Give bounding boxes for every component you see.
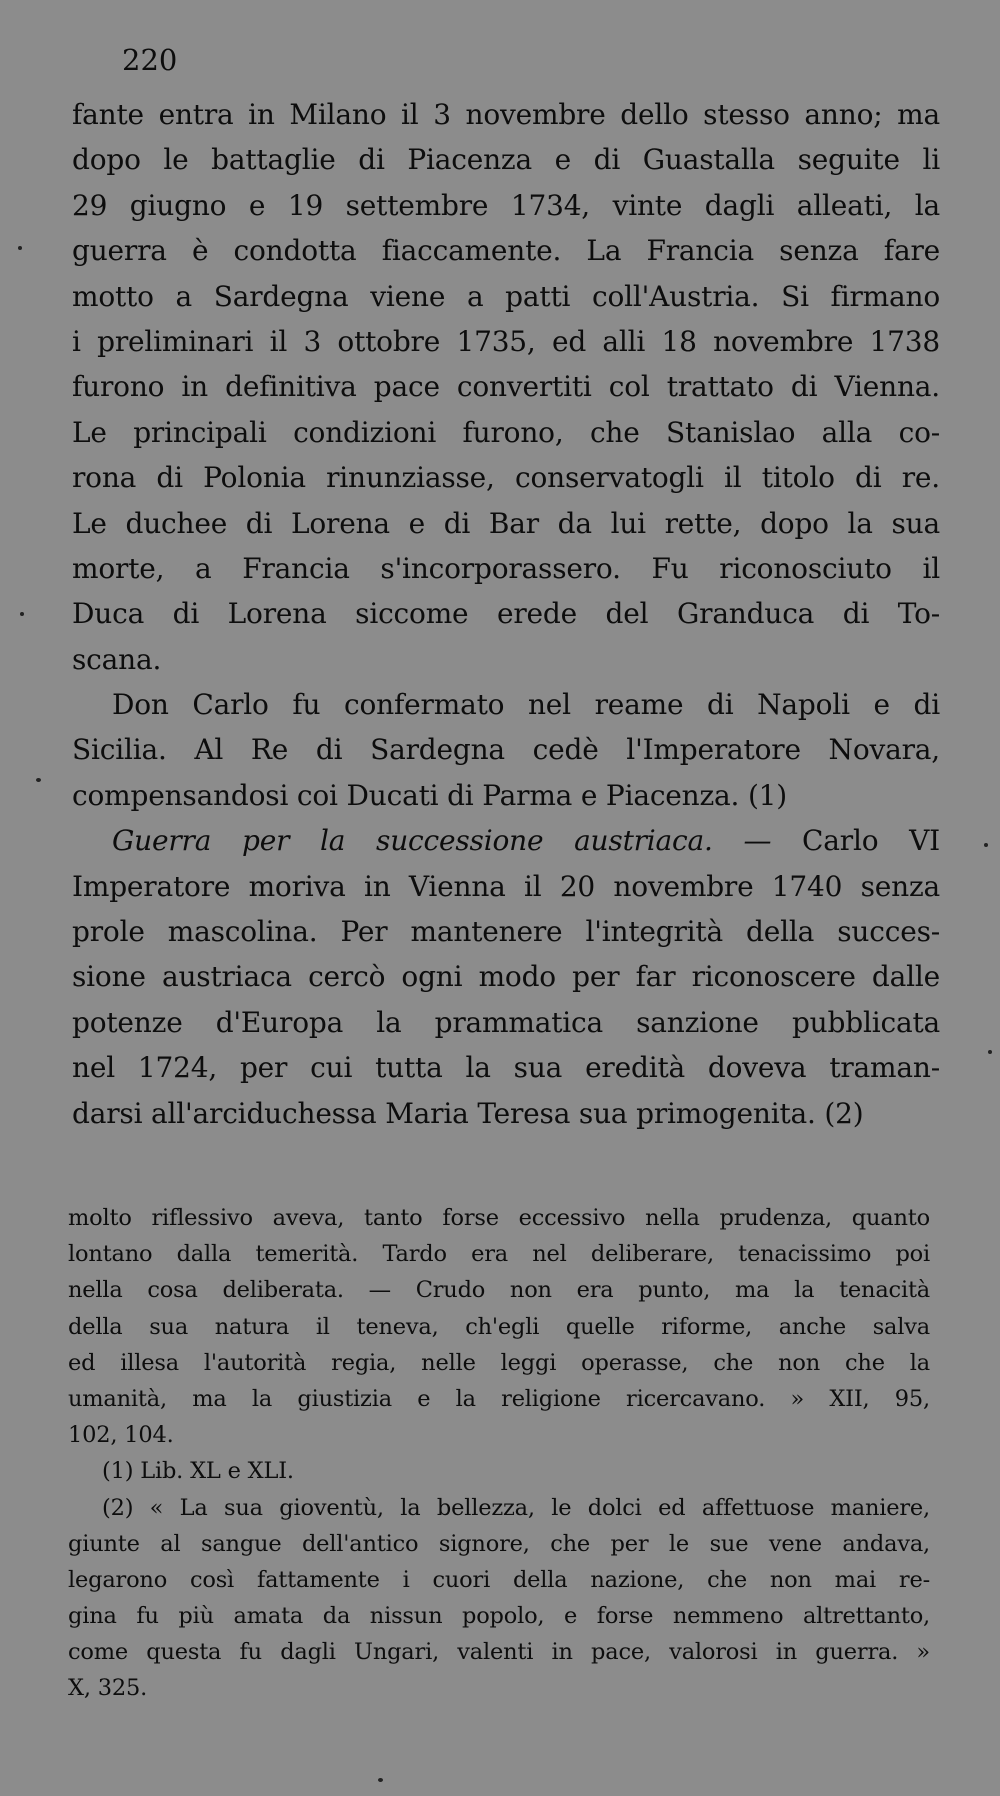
text-line: Don Carlo fu confermato nel reame di Napoli e di — [112, 688, 940, 722]
text-line: fante entra in Milano il 3 novembre dello stesso anno; ma — [72, 98, 940, 131]
footnote-line: legarono così fattamente i cuori della nazione, che non mai re- — [68, 1566, 930, 1593]
text-line: rona di Polonia rinunziasse, conservatogli il titolo di re. — [72, 461, 940, 495]
main-text-block — [72, 92, 940, 1136]
text-line: nel 1724, per cui tutta la sua eredità doveva traman- — [72, 1051, 940, 1085]
text-line: darsi all'arciduchessa Maria Teresa sua primogenita. (2) — [72, 1096, 864, 1130]
section-heading-line — [72, 818, 940, 863]
footnote-line: della sua natura il teneva, ch'egli quelle riforme, anche salva — [68, 1313, 930, 1340]
scan-speck — [984, 843, 988, 847]
text-line: motto a Sardegna viene a patti coll'Austria. Si firmano — [72, 279, 940, 313]
footnote-2: (2) « La sua gioventù, la bellezza, le dolci ed affettuose maniere, — [102, 1494, 930, 1521]
scan-speck — [378, 1778, 383, 1782]
text-line: prole mascolina. Per mantenere l'integrità della succes- — [72, 915, 940, 949]
footnote-line: ed illesa l'autorità regia, nelle leggi operasse, che non che la — [68, 1349, 930, 1376]
scan-speck — [18, 246, 22, 250]
text-line: scana. — [72, 642, 162, 676]
text-line: Le principali condizioni furono, che Stanislao alla co- — [72, 415, 940, 449]
footnote-line: gina fu più amata da nissun popolo, e forse nemmeno altrettanto, — [68, 1603, 930, 1630]
text-line: morte, a Francia s'incorporassero. Fu riconosciuto il — [72, 551, 940, 585]
text-line: Imperatore moriva in Vienna il 20 novembre 1740 senza — [72, 869, 940, 903]
text-line: 29 giugno e 19 settembre 1734, vinte dagli alleati, la — [72, 188, 940, 222]
footnote-line: nella cosa deliberata. — Crudo non era punto, ma la tenacità — [68, 1277, 930, 1304]
page-number: 220 — [122, 43, 178, 77]
footnote-line: 102, 104. — [68, 1422, 174, 1449]
text-line: furono in definitiva pace convertiti col trattato di Vienna. — [72, 370, 940, 404]
text-line: dopo le battaglie di Piacenza e di Guastalla seguite li — [72, 143, 940, 177]
text-line: guerra è condotta fiaccamente. La Francia senza fare — [72, 234, 940, 268]
text-line: Duca di Lorena siccome erede del Granduca di To- — [72, 597, 940, 631]
text-line: Sicilia. Al Re di Sardegna cedè l'Imperatore Novara, — [72, 733, 940, 767]
text-line: Le duchee di Lorena e di Bar da lui rette, dopo la sua — [72, 506, 940, 540]
text-line: i preliminari il 3 ottobre 1735, ed alli 18 novembre 1738 — [72, 324, 940, 358]
footnote-line: umanità, ma la giustizia e la religione ricercavano. » XII, 95, — [68, 1385, 930, 1412]
footnote-line: molto riflessivo aveva, tanto forse eccessivo nella prudenza, quanto — [68, 1205, 930, 1231]
footnote-line: come questa fu dagli Ungari, valenti in pace, valorosi in guerra. » — [68, 1639, 930, 1666]
footnote-1: (1) Lib. XL e XLI. — [102, 1458, 294, 1485]
text-fragment: Carlo VI — [802, 824, 940, 858]
scan-speck — [988, 1050, 992, 1054]
scan-speck — [36, 778, 41, 782]
section-heading: Guerra per la successione austriaca. — — [112, 824, 772, 858]
scan-speck — [20, 612, 24, 616]
text-line: potenze d'Europa la prammatica sanzione pubblicata — [72, 1005, 940, 1039]
footnote-line: X, 325. — [68, 1675, 148, 1702]
footnotes-block — [68, 1200, 930, 1707]
text-line: compensandosi coi Ducati di Parma e Piacenza. (1) — [72, 778, 788, 812]
footnote-line: lontano dalla temerità. Tardo era nel deliberare, tenacissimo poi — [68, 1241, 930, 1268]
footnote-line: giunte al sangue dell'antico signore, che per le sue vene andava, — [68, 1530, 930, 1557]
text-line: sione austriaca cercò ogni modo per far riconoscere dalle — [72, 960, 940, 994]
